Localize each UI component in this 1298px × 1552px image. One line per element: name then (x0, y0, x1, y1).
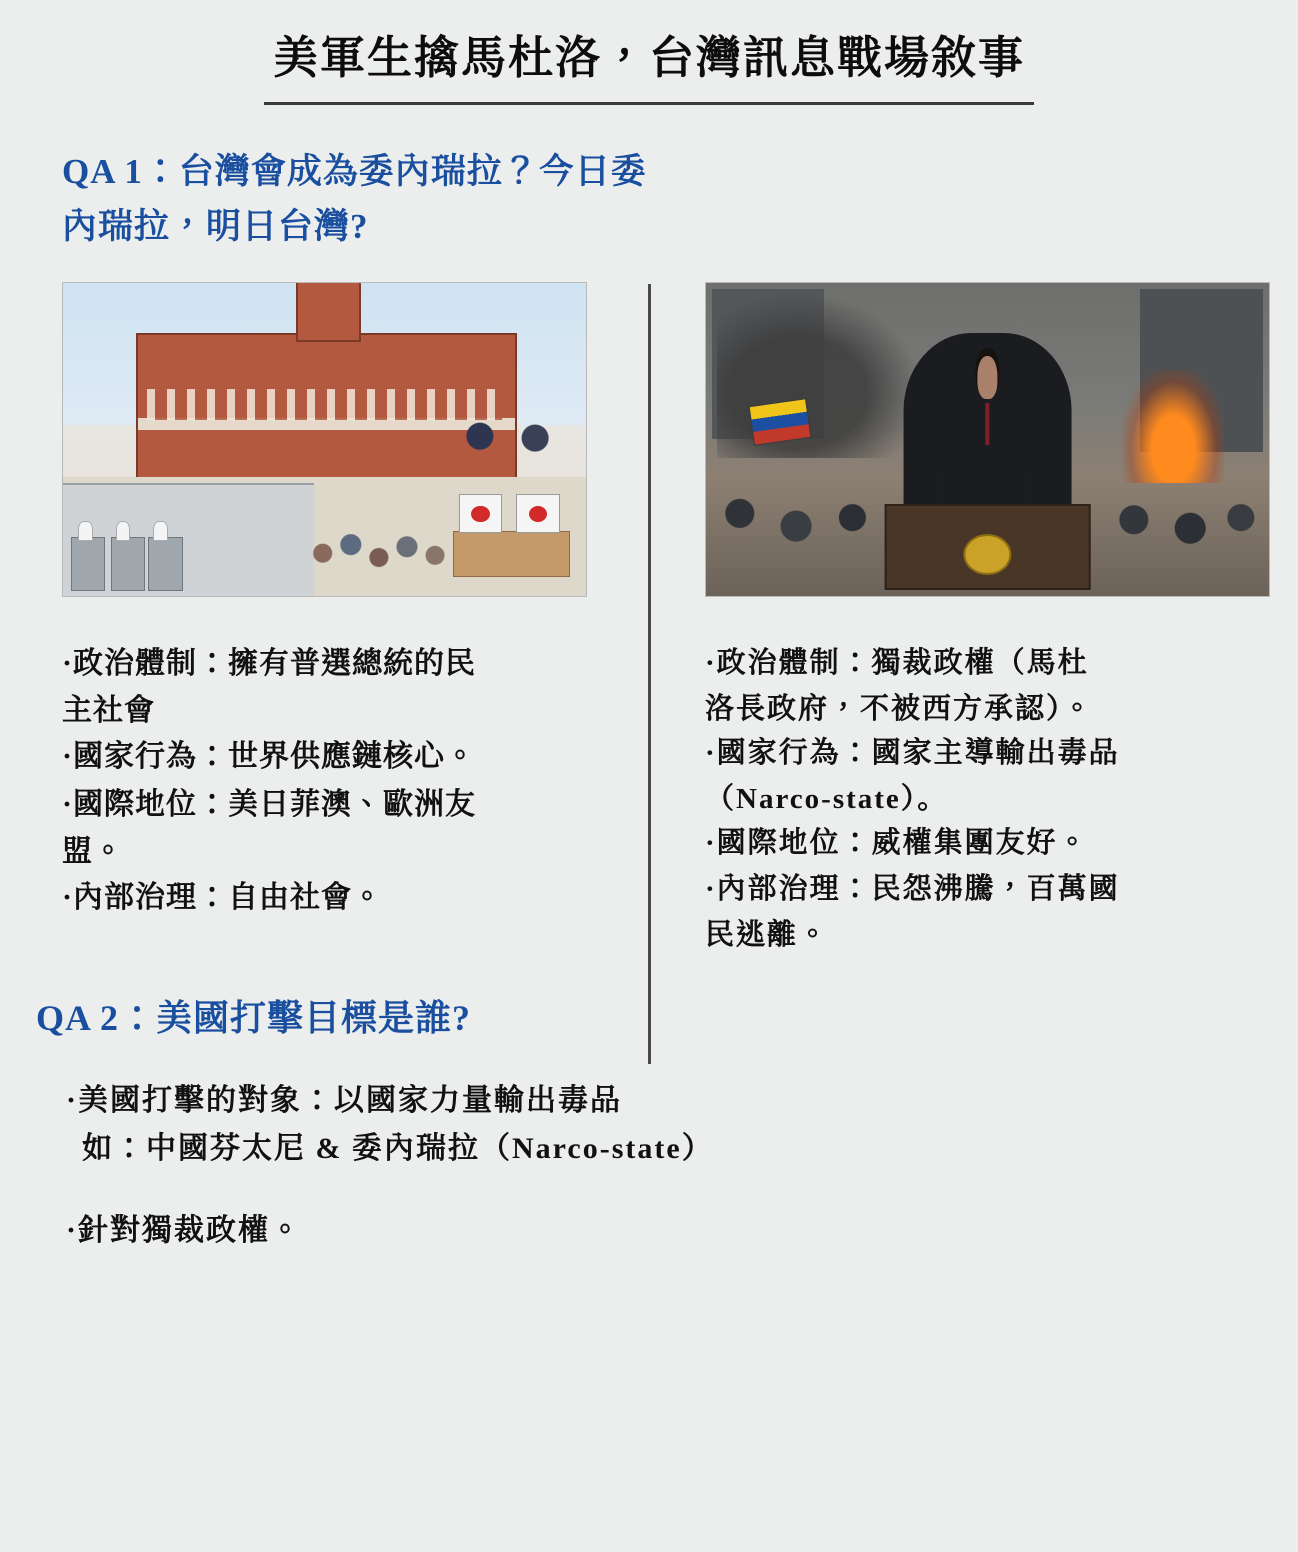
comparison-section (0, 282, 1298, 958)
ballot-table-icon (453, 531, 570, 577)
bottom-spacer (0, 1255, 1298, 1325)
taiwan-bullet-list (62, 641, 621, 921)
venezuela-illustration (705, 282, 1270, 597)
qa2-spacer (66, 1173, 1298, 1207)
qa1-heading-line1: QA 1：台灣會成為委內瑞拉？今日委 (62, 152, 647, 192)
taiwan-bullet-3: · 國際地位：美日菲澳、歐洲友 (62, 782, 621, 828)
machine-icon (111, 537, 146, 591)
building-windows (147, 389, 503, 420)
venezuela-bullet-list (705, 641, 1254, 958)
venezuela-bullet-3: · 國際地位：威權集團友好。 (705, 821, 1254, 865)
venezuela-bullet-1: · 政治體制：獨裁政權（馬杜 (705, 641, 1254, 685)
podium-icon (884, 504, 1091, 589)
taiwan-bullet-1: · 政治體制：擁有普選總統的民 (62, 641, 621, 687)
leader-figure-icon (903, 333, 1072, 527)
venezuela-bullet-4-cont: 民逃離。 (705, 919, 830, 952)
crowd-icon (304, 489, 461, 595)
qa2-body (66, 1077, 1298, 1255)
qa2-line-3: · 針對獨裁政權。 (66, 1207, 1298, 1255)
venezuela-column (649, 282, 1280, 958)
national-seal-icon (963, 534, 1012, 575)
taiwan-bullet-2: · 國家行為：世界供應鏈核心。 (62, 734, 621, 780)
worker-icon (116, 521, 131, 541)
smoke-icon (717, 295, 920, 458)
election-officials-icon (450, 408, 565, 502)
qa1-heading-line2: 內瑞拉，明日台灣? (62, 206, 369, 246)
factory-floor-icon (63, 483, 314, 597)
necktie-icon (985, 403, 989, 446)
title-block (0, 0, 1298, 105)
machine-icon (71, 537, 106, 591)
venezuela-bullet-2-cont: （Narco-state）。 (705, 782, 949, 815)
qa2-line-2: 如：中國芬太尼 & 委內瑞拉（Narco-state） (82, 1132, 714, 1166)
qa2-line-1: · 美國打擊的對象：以國家力量輸出毒品 (66, 1077, 1298, 1125)
machine-icon (148, 537, 183, 591)
column-divider (648, 284, 651, 1064)
leader-head-icon (977, 356, 997, 399)
page-title: 美軍生擒馬杜洛，台灣訊息戰場敘事 (272, 33, 1025, 83)
title-underline (264, 102, 1034, 105)
venezuela-scene-icon (706, 283, 1269, 596)
taiwan-bullet-3-cont: 盟。 (62, 835, 124, 869)
venezuela-bullet-4: · 內部治理：民怨沸騰，百萬國 (705, 867, 1254, 911)
venezuela-bullet-2: · 國家行為：國家主導輸出毒品 (705, 731, 1254, 775)
taiwan-column (18, 282, 649, 958)
worker-icon (78, 521, 93, 541)
taiwan-scene-icon (63, 283, 586, 596)
worker-icon (153, 521, 168, 541)
venezuela-bullet-1-cont: 洛長政府，不被西方承認）。 (705, 692, 1094, 725)
taiwan-bullet-4: · 內部治理：自由社會。 (62, 875, 621, 921)
venezuela-flag-icon (749, 398, 812, 445)
qa2-heading: QA 2：美國打擊目標是誰? (36, 998, 472, 1039)
qa1-heading (62, 145, 962, 254)
fire-icon (1123, 370, 1224, 483)
taiwan-illustration (62, 282, 587, 597)
taiwan-bullet-1-cont: 主社會 (62, 694, 155, 728)
